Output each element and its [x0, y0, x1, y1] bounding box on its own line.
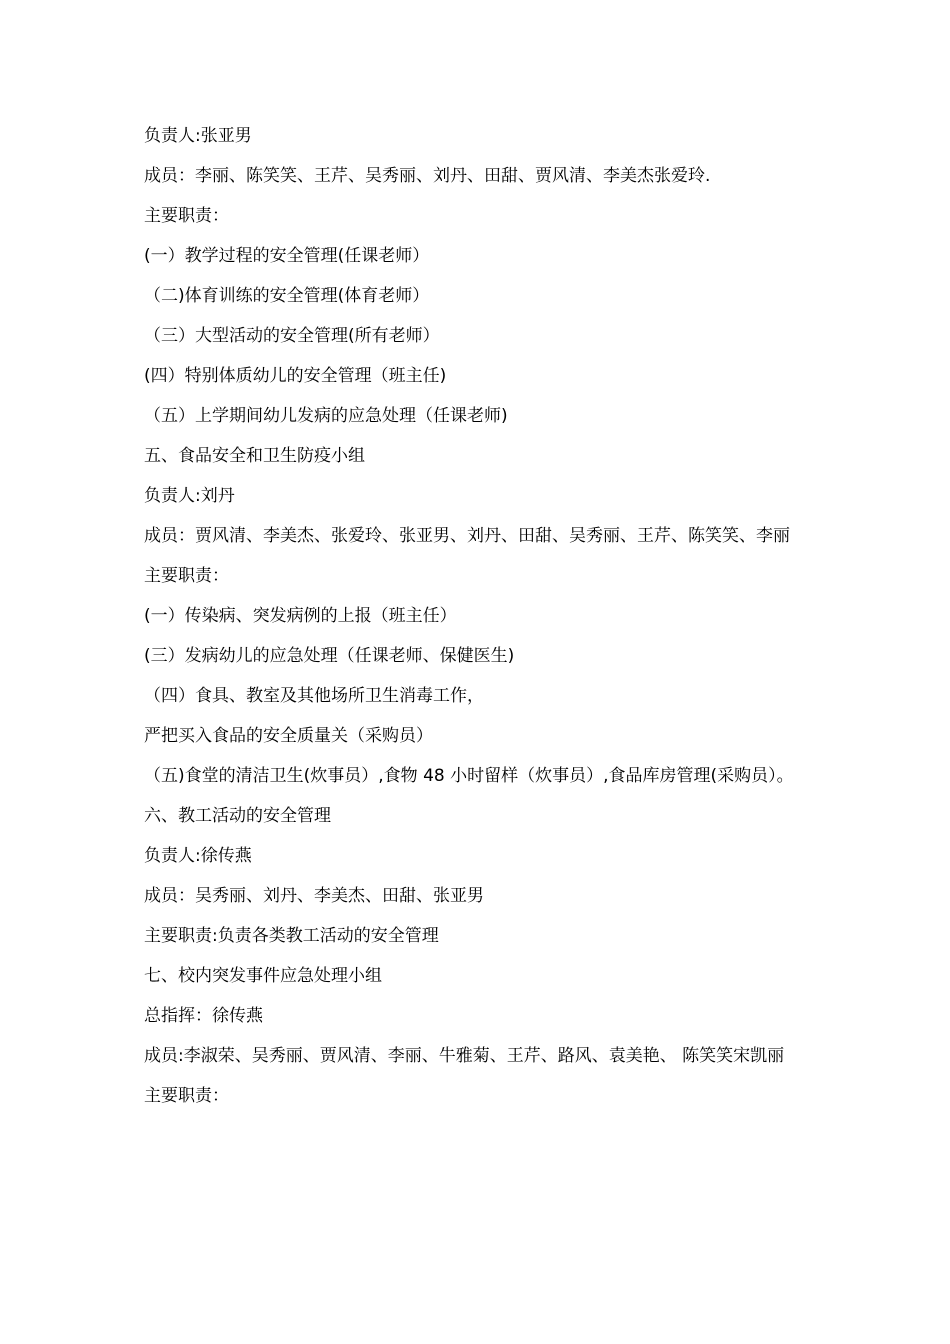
document-body [144, 124, 814, 1124]
commander-line: 总指挥：徐传燕 [144, 1006, 263, 1026]
duty-item: （四）食具、教室及其他场所卫生消毒工作， [144, 686, 484, 706]
section-heading: 六、教工活动的安全管理 [144, 806, 331, 826]
duty-item: （二)体育训练的安全管理(体育老师） [144, 286, 430, 306]
responsible-person-line: 负责人:刘丹 [144, 486, 235, 506]
duty-item: (一）传染病、突发病例的上报（班主任） [144, 606, 457, 626]
duty-item: 严把买入食品的安全质量关（采购员） [144, 726, 433, 746]
duties-line: 主要职责:负责各类教工活动的安全管理 [144, 926, 439, 946]
responsible-person-line: 负责人:张亚男 [144, 126, 252, 146]
members-line: 成员：吴秀丽、刘丹、李美杰、田甜、张亚男 [144, 886, 484, 906]
duties-heading: 主要职责： [144, 206, 229, 226]
members-line: 成员：李丽、陈笑笑、王芹、吴秀丽、刘丹、田甜、贾风清、李美杰张爱玲. [144, 166, 711, 186]
duty-item: (三）发病幼儿的应急处理（任课老师、保健医生) [144, 646, 515, 666]
duty-item: （三）大型活动的安全管理(所有老师） [144, 326, 440, 346]
duties-heading: 主要职责： [144, 1086, 229, 1106]
duty-item: (四）特别体质幼儿的安全管理（班主任) [144, 366, 447, 386]
duty-item: （五）上学期间幼儿发病的应急处理（任课老师) [144, 406, 508, 426]
members-line: 成员：贾风清、李美杰、张爱玲、张亚男、刘丹、田甜、吴秀丽、王芹、陈笑笑、李丽 [144, 526, 790, 546]
duties-heading: 主要职责： [144, 566, 229, 586]
members-line: 成员:李淑荣、吴秀丽、贾风清、李丽、牛雅菊、王芹、路风、袁美艳、 陈笑笑宋凯丽 [144, 1046, 785, 1066]
section-heading: 七、校内突发事件应急处理小组 [144, 966, 382, 986]
responsible-person-line: 负责人:徐传燕 [144, 846, 252, 866]
duty-item: （五)食堂的清洁卫生(炊事员）,食物 48 小时留样（炊事员）,食品库房管理(采购员）。 [144, 766, 794, 786]
section-heading: 五、食品安全和卫生防疫小组 [144, 446, 365, 466]
duty-item: (一）教学过程的安全管理(任课老师） [144, 246, 430, 266]
